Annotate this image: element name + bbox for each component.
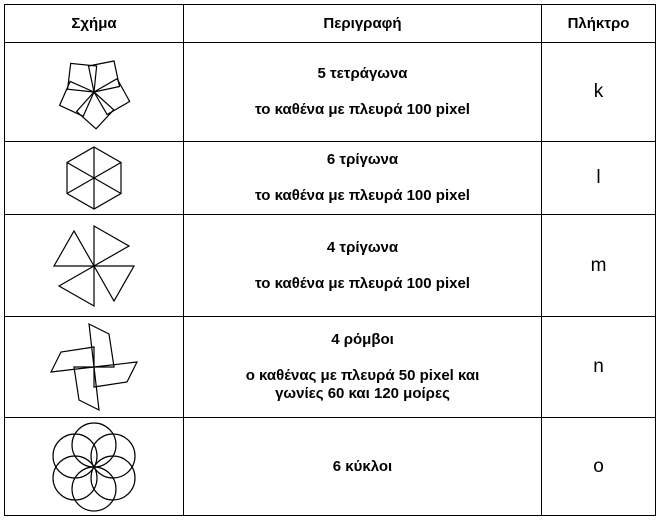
- key-cell: k: [542, 43, 656, 142]
- table-row: [5, 418, 656, 516]
- description-cell: [184, 418, 542, 516]
- five-squares-rosette-icon: [49, 47, 139, 137]
- shape-title: 4 ρόμβοι: [331, 331, 394, 348]
- four-rhombi-pinwheel-icon: [49, 320, 139, 414]
- description-cell: [184, 317, 542, 418]
- key-cell: o: [542, 418, 656, 516]
- table-row: [5, 43, 656, 142]
- key-cell: l: [542, 142, 656, 215]
- shape-detail: το καθένα με πλευρά 100 pixel: [255, 274, 470, 292]
- shape-cell: [5, 215, 184, 317]
- description-cell: [184, 215, 542, 317]
- shape-detail: το καθένα με πλευρά 100 pixel: [255, 187, 470, 204]
- key-cell: m: [542, 215, 656, 317]
- shape-title: 5 τετράγωνα: [317, 65, 408, 82]
- four-triangles-pinwheel-icon: [49, 221, 139, 311]
- table-row: [5, 215, 656, 317]
- description-cell: [184, 43, 542, 142]
- shape-detail: ο καθένας με πλευρά 50 pixel και: [245, 367, 480, 384]
- shape-title: 6 τρίγωνα: [326, 151, 399, 168]
- key-cell: n: [542, 317, 656, 418]
- shape-title: 6 κύκλοι: [332, 457, 393, 475]
- header-description: Περιγραφή: [184, 5, 542, 43]
- shape-cell: [5, 317, 184, 418]
- shape-cell: [5, 418, 184, 516]
- six-triangles-hexagon-icon: [59, 143, 129, 213]
- table-row: [5, 317, 656, 418]
- header-row: [5, 5, 656, 43]
- shape-detail: το καθένα με πλευρά 100 pixel: [255, 101, 470, 118]
- shape-title: 4 τρίγωνα: [326, 238, 399, 256]
- description-cell: [184, 142, 542, 215]
- shape-cell: [5, 43, 184, 142]
- six-circles-flower-icon: [47, 420, 141, 514]
- shape-detail: γωνίες 60 και 120 μοίρες: [275, 385, 450, 402]
- header-shape: Σχήμα: [5, 5, 184, 43]
- shape-cell: [5, 142, 184, 215]
- header-key: Πλήκτρο: [542, 5, 656, 43]
- table-row: [5, 142, 656, 215]
- shapes-table: [4, 4, 656, 516]
